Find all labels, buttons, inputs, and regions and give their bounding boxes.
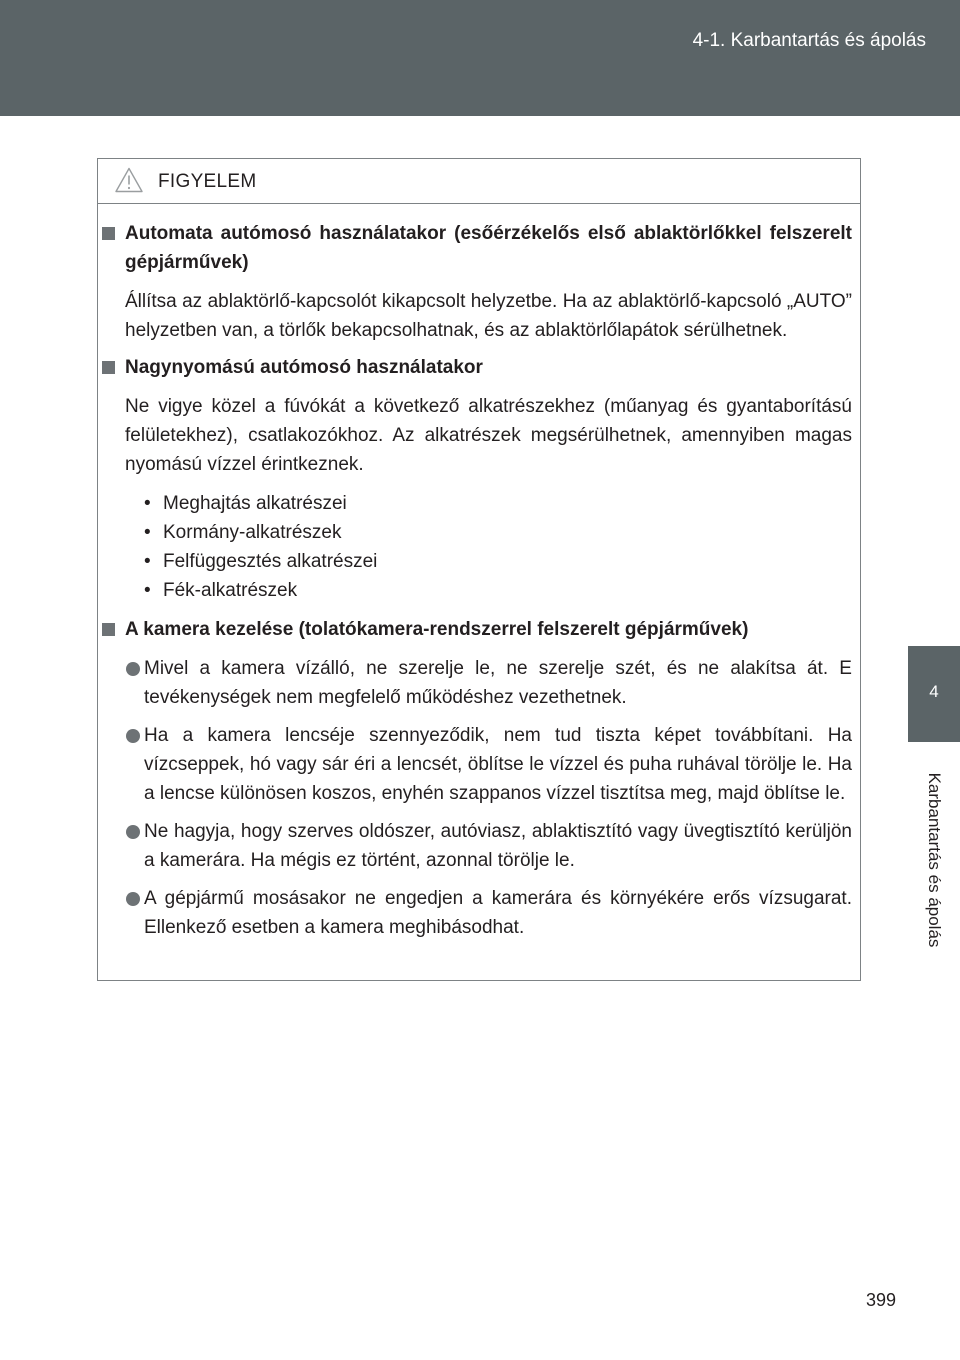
section-heading-text: Nagynyomású autómosó használatakor — [125, 357, 483, 378]
list-item — [144, 489, 860, 518]
section-paragraph: Ne vigye közel a fúvókát a következő alkatrészekhez (műanyag és gyantaborítású felületekhez), csatlakozókhoz. Az alkatrészek megsérülhetnek, amennyiben magas nyomású vízzel érintkeznek. — [125, 396, 852, 475]
bullet-dot: • — [144, 493, 151, 514]
section-title: 4-1. Karbantartás és ápolás — [692, 30, 926, 51]
camera-note-text: Mivel a kamera vízálló, ne szerelje le, ne szerelje szét, és ne alakítsa át. E tevékenységek nem megfelelő működéshez vezethetnek. — [144, 658, 852, 708]
warning-triangle-icon — [115, 167, 143, 193]
parts-list — [98, 489, 860, 605]
bullet-dot: • — [144, 522, 151, 543]
section-heading-text: A kamera kezelése (tolatókamera-rendszerrel felszerelt gépjárművek) — [125, 619, 749, 640]
circle-bullet-icon — [126, 729, 140, 743]
section-paragraph: Állítsa az ablaktörlő-kapcsolót kikapcsolt helyzetbe. Ha az ablaktörlő-kapcsoló „AUTO” helyzetben van, a törlők bekapcsolhatnak, és az ablaktörlőlapátok sérülhetnek. — [125, 291, 852, 341]
square-bullet-icon — [102, 227, 115, 240]
list-item-text: Felfüggesztés alkatrészei — [163, 551, 378, 572]
header-band — [0, 0, 960, 116]
list-item-text: Fék-alkatrészek — [163, 580, 298, 601]
camera-note-item — [98, 817, 860, 875]
warning-header — [98, 159, 860, 204]
square-bullet-icon — [102, 361, 115, 374]
chapter-tab[interactable] — [908, 646, 960, 742]
camera-note-text: Ha a kamera lencséje szennyeződik, nem tud tiszta képet továbbítani. Ha vízcseppek, hó vagy sár éri a lencsét, öblítse le vízzel és puha ruhával törölje le. Ha a lencse különösen koszos, enyhén szappanos vízzel tisztítsa meg, majd öblítse le. — [144, 725, 852, 804]
list-item-text: Kormány-alkatrészek — [163, 522, 342, 543]
warning-box — [97, 158, 861, 981]
list-item-text: Meghajtás alkatrészei — [163, 493, 347, 514]
chapter-label: Karbantartás és ápolás — [925, 772, 944, 948]
section-heading-pressure-wash — [98, 353, 860, 382]
list-item — [144, 518, 860, 547]
camera-note-text: A gépjármű mosásakor ne engedjen a kamerára és környékére erős vízsugarat. Ellenkező esetben a kamera meghibásodhat. — [144, 888, 852, 938]
circle-bullet-icon — [126, 825, 140, 839]
square-bullet-icon — [102, 623, 115, 636]
bullet-dot: • — [144, 551, 151, 572]
list-item — [144, 576, 860, 605]
section-heading-camera — [98, 615, 860, 644]
circle-bullet-icon — [126, 892, 140, 906]
bullet-dot: • — [144, 580, 151, 601]
list-item — [144, 547, 860, 576]
camera-note-item — [98, 884, 860, 942]
circle-bullet-icon — [126, 662, 140, 676]
camera-note-item — [98, 721, 860, 808]
camera-note-item — [98, 654, 860, 712]
page-number: 399 — [865, 1290, 896, 1310]
warning-content — [98, 203, 860, 942]
chapter-number: 4 — [929, 682, 939, 701]
section-heading-automatic-wash — [98, 219, 860, 277]
warning-title: FIGYELEM — [158, 171, 257, 192]
section-heading-text: Automata autómosó használatakor (esőérzékelős első ablaktörlőkkel felszerelt gépjárművek) — [125, 223, 852, 273]
camera-note-text: Ne hagyja, hogy szerves oldószer, autóviasz, ablaktisztító vagy üvegtisztító kerüljön a kamerára. Ha mégis ez történt, azonnal törölje le. — [144, 821, 852, 871]
